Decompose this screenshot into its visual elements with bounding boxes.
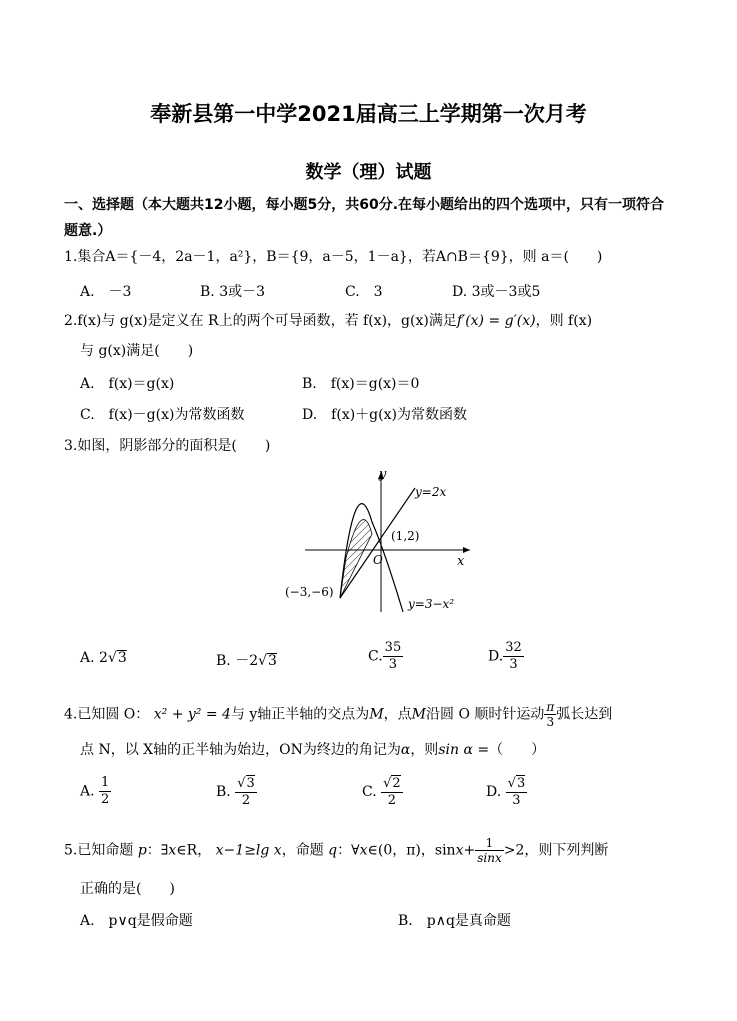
question-number: 2. (64, 313, 78, 329)
intersection-label-1: (1,2) (391, 529, 420, 543)
variable-x: x (168, 842, 177, 859)
question-text: 集合A＝{－4，2a－1，a²}，B＝{9，a－5，1－a}，若A∩B＝{9}，则 a＝( ) (77, 249, 603, 265)
intersection-label-2: (−3,−6) (285, 585, 334, 599)
question-number: 1. (64, 249, 78, 265)
sqrt-icon: √ (107, 650, 117, 666)
numerator: 35 (384, 640, 402, 655)
option-radicand: 3 (268, 653, 277, 669)
q3-option-a[interactable] (80, 650, 127, 666)
question-3-stem (64, 436, 270, 456)
circle-equation: x² + y² = 4 (153, 706, 231, 723)
numerator: 32 (505, 640, 522, 655)
denominator: 3 (509, 657, 518, 672)
denominator: 3 (546, 715, 555, 729)
question-number: 4. (64, 706, 78, 723)
fraction (235, 775, 257, 809)
question-number: 3. (64, 438, 78, 454)
option-letter: C. (362, 784, 377, 800)
question-text: （ ） (489, 742, 546, 758)
radicand: 2 (392, 776, 401, 791)
question-text: >2，则下列判断 (503, 842, 609, 859)
exam-subtitle: 数学（理）试题 (305, 162, 432, 183)
numerator (235, 775, 257, 793)
q2-option-a[interactable]: A. f(x)＝g(x) (80, 376, 175, 392)
question-4-stem (64, 700, 612, 729)
derivative-formula: f′(x) = g′(x) (456, 313, 536, 329)
denominator: 3 (512, 793, 521, 808)
q1-option-a[interactable]: A. －3 (80, 284, 132, 300)
numerator: 1 (101, 775, 110, 790)
x-axis-arrow (463, 547, 470, 553)
question-text: 点 N，以 X轴的正半轴为始边，ON为终边的角记为 (80, 742, 401, 758)
origin-label: O (373, 553, 383, 567)
question-text: ，点 (383, 706, 412, 723)
question-text: 已知命题 (77, 842, 134, 859)
question-4-stem-line2 (80, 740, 545, 760)
numerator (506, 775, 528, 793)
q4-option-c[interactable] (362, 775, 403, 809)
section-heading-line1: 一、选择题（本大题共12小题，每小题5分，共60分.在每小题给出的四个选项中，只有一项符合 (64, 197, 665, 213)
curve-label: y=3−x² (408, 597, 455, 611)
fraction (506, 775, 528, 809)
fraction (381, 775, 403, 809)
question-2-stem-line2: 与 g(x)满足( ) (80, 343, 194, 359)
question-text: ，则 f(x) (535, 313, 593, 329)
q1-option-d[interactable]: D. 3或－3或5 (452, 284, 541, 300)
q3-option-d[interactable] (488, 640, 524, 673)
q4-option-b[interactable] (216, 775, 257, 809)
numerator (381, 775, 403, 793)
fraction (475, 836, 504, 865)
variable-x: x (455, 842, 464, 859)
q2-option-d[interactable]: D. f(x)＋g(x)为常数函数 (302, 407, 467, 423)
denominator: 3 (388, 657, 398, 672)
numerator: π (546, 700, 555, 714)
question-text: 弧长达到 (556, 706, 613, 723)
question-text: ∈(0，π)，sin (367, 842, 456, 859)
point-m: M (411, 706, 426, 723)
variable-x: x (359, 842, 368, 859)
plus-sign: + (463, 842, 476, 859)
question-number: 5. (64, 842, 78, 859)
numerator: 1 (475, 836, 504, 851)
question-5-stem-line2: 正确的是( ) (80, 881, 175, 897)
q2-option-c[interactable]: C. f(x)－g(x)为常数函数 (80, 407, 245, 423)
denominator: 2 (241, 793, 251, 808)
question-2-stem (64, 311, 592, 331)
radicand: 3 (246, 776, 255, 791)
condition-expression: x−1≥lg x (215, 842, 282, 859)
option-letter: B. (216, 784, 231, 800)
question-text: ∈R， (176, 842, 212, 859)
question-text: ，命题 (281, 842, 324, 859)
option-coefficient: －2 (235, 653, 259, 669)
exam-title: 奉新县第一中学2021届高三上学期第一次月考 (150, 102, 587, 126)
angle-alpha: α (400, 742, 411, 758)
radicand: 3 (516, 776, 526, 791)
section-heading-line2: 题意.） (64, 223, 112, 239)
q4-option-d[interactable] (486, 775, 527, 809)
line-label: y=2x (415, 485, 447, 499)
denominator: 2 (101, 792, 110, 807)
option-letter: D. (486, 784, 502, 800)
option-letter: D. (488, 648, 504, 665)
y-axis-label: y (379, 467, 387, 482)
q3-option-c[interactable] (368, 640, 403, 673)
option-letter: B. (216, 653, 231, 669)
sqrt-icon: √ (383, 776, 392, 791)
option-letter: C. (368, 648, 383, 665)
denominator: sinx (477, 851, 502, 865)
q5-option-a[interactable]: A. p∨q是假命题 (80, 913, 193, 929)
fraction (503, 640, 524, 673)
q5-option-b[interactable]: B. p∧q是真命题 (398, 913, 511, 929)
question-1-stem (64, 247, 602, 267)
x-axis-label: x (457, 554, 465, 569)
question-text: 与 y轴正半轴的交点为 (230, 706, 370, 723)
q1-option-b[interactable]: B. 3或－3 (200, 284, 266, 300)
option-letter: A. (80, 783, 95, 800)
q1-option-c[interactable]: C. 3 (345, 284, 383, 300)
fraction (99, 775, 111, 808)
option-letter: A. (80, 650, 95, 666)
q3-option-b[interactable] (216, 650, 277, 670)
option-radicand: 3 (117, 650, 127, 666)
q4-option-a[interactable] (80, 775, 111, 808)
question-text: ，则 (410, 742, 439, 758)
fraction (383, 640, 404, 673)
question-text: ：∃ (146, 842, 169, 859)
question-text: 沿圆 O 顺时针运动 (426, 706, 545, 723)
sqrt-icon: √ (507, 776, 516, 791)
denominator: 2 (387, 793, 397, 808)
question-text: f(x)与 g(x)是定义在 R上的两个可导函数，若 f(x)，g(x)满足 (77, 313, 457, 329)
question-text: ：∀ (337, 842, 360, 859)
sine-expression: sin α = (438, 742, 490, 758)
sqrt-icon: √ (258, 653, 268, 669)
sqrt-icon: √ (237, 776, 246, 791)
question-text: 如图，阴影部分的面积是( ) (77, 438, 271, 454)
question-5-stem (64, 836, 608, 865)
fraction (544, 700, 556, 729)
shaded-area-figure (275, 462, 485, 622)
proposition-p: p (137, 842, 147, 859)
q2-option-b[interactable]: B. f(x)＝g(x)＝0 (302, 376, 420, 392)
question-text: 已知圆 O： (77, 706, 150, 723)
option-coefficient: 2 (99, 650, 108, 666)
point-m: M (369, 706, 384, 723)
proposition-q: q (328, 842, 338, 859)
